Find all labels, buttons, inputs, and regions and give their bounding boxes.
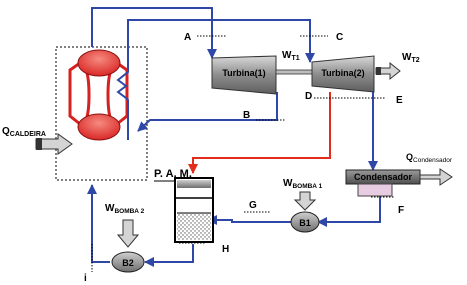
- wt2-arrow: [376, 63, 400, 79]
- w-bomba1-label: $W_{BOMBA 1}$: [283, 178, 323, 190]
- point-b-label: B: [243, 110, 251, 121]
- condenser-hotwell: [358, 184, 392, 196]
- pump-b2: [112, 220, 144, 272]
- point-f-label: F: [398, 205, 405, 216]
- w-bomba2-label: $W_{BOMBA 2}$: [105, 203, 145, 215]
- condenser: [346, 169, 452, 196]
- point-g-label: G: [249, 200, 257, 211]
- feed-line-h: [145, 244, 193, 262]
- w-bomba2-arrow: [118, 220, 138, 247]
- feed-line-i: [92, 185, 110, 262]
- turbine-2: [312, 56, 374, 92]
- w-bomba1-arrow: [295, 192, 315, 210]
- wt1-label: $W_{T1}$: [282, 50, 300, 62]
- turbine-1: [212, 56, 276, 94]
- condenser-label: Condensador: [353, 172, 413, 182]
- point-a-label: A: [184, 32, 192, 43]
- pam-top-band: [177, 180, 211, 188]
- point-i-label: i: [84, 273, 87, 284]
- reheat-return-line-b: [138, 92, 277, 131]
- point-e-label: E: [396, 95, 403, 106]
- pump-b1-label: B1: [299, 218, 311, 228]
- pam-label: P. A. M.: [154, 168, 192, 180]
- wt2-label: $W_{T2}$: [402, 52, 420, 64]
- turbine-1-label: Turbina(1): [222, 68, 266, 78]
- q-caldeira-label: $Q_{CALDEIRA}$: [2, 126, 46, 138]
- q-condensador-label: $Q_{Condensador}$: [406, 152, 453, 164]
- pump-b2-label: B2: [122, 258, 134, 268]
- turbine-shaft: [276, 70, 312, 74]
- point-d-label: D: [305, 91, 313, 102]
- extraction-line-d: [193, 92, 330, 173]
- feed-line-g: [208, 220, 292, 222]
- pam-heater: [154, 178, 213, 242]
- q-condensador-arrow: [420, 169, 452, 185]
- pump-b1: [291, 192, 319, 232]
- point-c-label: C: [336, 32, 344, 43]
- turbine-2-label: Turbina(2): [321, 68, 365, 78]
- water-drum: [78, 114, 120, 140]
- point-h-label: H: [222, 244, 230, 255]
- boiler: [56, 32, 147, 180]
- steam-drum: [78, 50, 120, 76]
- pam-water-level: [177, 213, 211, 240]
